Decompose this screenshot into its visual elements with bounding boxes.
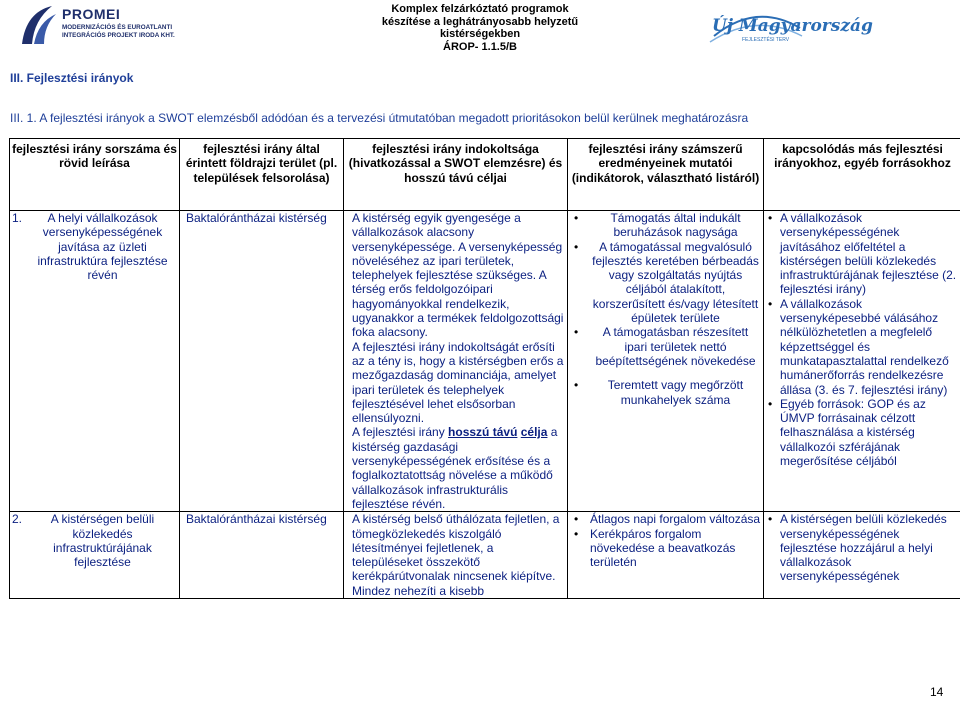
goal-label: célja <box>520 425 548 440</box>
list-item: • A kistérségen belüli közlekedés versenyképességének fejlesztése hozzájárul a helyi vállalkozások versenyképességének <box>766 512 959 583</box>
list-item: • A támogatásban részesített ipari területek nettó beépítettségének növekedése <box>570 325 761 368</box>
subsection-title: III. 1. A fejlesztési irányok a SWOT elemzésből adódóan és a tervezési útmutatóban megadott prioritásokon belül kerülnek meghatározásra <box>10 111 749 125</box>
list-item: • Kerékpáros forgalom növekedése a beavatkozás területén <box>570 527 761 570</box>
indicators-cell <box>568 211 764 512</box>
header-line-1: Komplex felzárkóztató programok <box>391 3 569 15</box>
objective <box>12 512 177 569</box>
list-item: • A vállalkozások versenyképességének javításához előfeltétel a kistérségen belüli közlekedés infrastruktúrájának fejlesztése (2. fejlesztési irány) <box>766 211 959 297</box>
header-line-2: készítése a leghátrányosabb helyzetű <box>381 15 579 28</box>
list-item: • A vállalkozások versenyképesebbé válásához nélkülözhetetlen a megfelelő képzettséggel és munkatapasztalattal rendelkező humánerőforrás rendelkezésre állása (3. és 7. fejlesztési irány) <box>766 297 959 397</box>
objective-number: 2. <box>12 512 23 527</box>
column-header: fejlesztési irány sorszáma és rövid leírása <box>10 139 180 211</box>
development-directions-table <box>9 138 960 599</box>
header-line-4: ÁROP- 1.1.5/B <box>443 40 517 53</box>
objective-text: A kistérségen belüli közlekedés infrastruktúrájának fejlesztése <box>50 512 155 570</box>
justification-text: A fejlesztési irány <box>352 425 449 440</box>
list-item: • Átlagos napi forgalom változása <box>570 512 761 526</box>
list-item: • Támogatás által indukált beruházások nagysága <box>570 211 761 240</box>
uj-magyarorszag-logo-tagline: FEJLESZTÉSI TERV <box>742 37 790 43</box>
list-item: • Egyéb források: GOP és az ÚMVP forrásainak célzott felhasználása a kistérség vállalkozói szférájának megerősítése céljából <box>766 397 959 468</box>
uj-magyarorszag-logo-name: Új Magyarország <box>712 16 873 36</box>
indicators-list <box>570 512 761 569</box>
indicators-cell <box>568 512 764 599</box>
area-cell <box>180 211 344 512</box>
justification-paragraph-goal <box>352 425 565 511</box>
header-program-title <box>315 3 645 53</box>
promei-logo-subtitle-2: INTEGRÁCIÓS PROJEKT IRODA KHT. <box>62 32 175 39</box>
table-row <box>10 211 960 512</box>
promei-logo-subtitle-1: MODERNIZÁCIÓS ÉS EUROATLANTI <box>62 24 173 31</box>
promei-logo-name: PROMEI <box>62 6 121 22</box>
page-header <box>0 0 960 55</box>
long-term-label: hosszú távú <box>448 425 518 440</box>
links-list <box>766 512 959 583</box>
page-number: 14 <box>930 685 944 699</box>
promei-logo <box>18 2 198 52</box>
justification-paragraph: A fejlesztési irány indokoltságát erősíti az a tény is, hogy a kistérségben erős a mezőgazdaság dominanciája, amelyet ipari területek és telephelyek fejlesztésével lehet elsősorban ellensúlyozni. <box>352 339 564 426</box>
area-cell <box>180 512 344 599</box>
uj-magyarorszag-logo <box>700 2 873 54</box>
section-title: III. Fejlesztési irányok <box>10 71 134 85</box>
area-text: Baktalórántházai kistérség <box>186 512 327 527</box>
justification-paragraph: A kistérség egyik gyengesége a vállalkozások alacsony versenyképessége. A versenyképesség növeléséhez az ipari területek, telephelyek fejlesztése szükséges. A térség erős feldolgozóipari hagyományokkal rendelkezik, ugyanakkor a termékek feldolgozottsági foka alacsony. <box>352 211 564 340</box>
promei-logo-icon <box>18 4 58 48</box>
objective <box>12 211 177 282</box>
indicators-list <box>570 211 761 407</box>
column-header: fejlesztési irány számszerű eredményeinek mutatói (indikátorok, választható listáról) <box>568 139 764 211</box>
justification-text: a kistérség gazdasági versenyképességének erősítése és a foglalkoztatottság növelése a működő vállalkozások infrastrukturális fejlesztése révén. <box>352 425 558 511</box>
area-text: Baktalórántházai kistérség <box>186 211 327 225</box>
list-item: • A támogatással megvalósuló fejlesztés keretében bérbeadás vagy szolgáltatás nyújtás céljából átalakított, korszerűsített és/vagy létesített épületek területe <box>570 240 761 326</box>
justification-paragraph: A kistérség belső úthálózata fejletlen, a tömegközlekedés kiszolgáló létesítményei fejletlenek, a településeket összekötő kerékpárútvonalak nincsenek kiépítve. Mindez nehezíti a kisebb <box>352 512 560 598</box>
justification-cell <box>344 211 568 512</box>
objective-cell <box>10 512 180 599</box>
column-header: kapcsolódás más fejlesztési irányokhoz, egyéb forrásokhoz <box>764 139 960 211</box>
justification <box>346 211 565 511</box>
objective-cell <box>10 211 180 512</box>
table-header-row <box>10 139 960 211</box>
justification-cell <box>344 512 568 599</box>
links-list <box>766 211 959 468</box>
column-header: fejlesztési irány által érintett földrajzi terület (pl. települések felsorolása) <box>180 139 344 211</box>
objective-number: 1. <box>12 211 23 225</box>
column-header: fejlesztési irány indokoltsága (hivatkozással a SWOT elemzésre) és hosszú távú céljai <box>344 139 568 211</box>
links-cell <box>764 211 960 512</box>
list-item: • Teremtett vagy megőrzött munkahelyek száma <box>570 378 761 407</box>
objective-text: A helyi vállalkozások versenyképességének javítása az üzleti infrastruktúra fejlesztése révén <box>37 211 168 283</box>
links-cell <box>764 512 960 599</box>
table-row <box>10 512 960 599</box>
header-line-3: kistérségekben <box>439 28 521 40</box>
